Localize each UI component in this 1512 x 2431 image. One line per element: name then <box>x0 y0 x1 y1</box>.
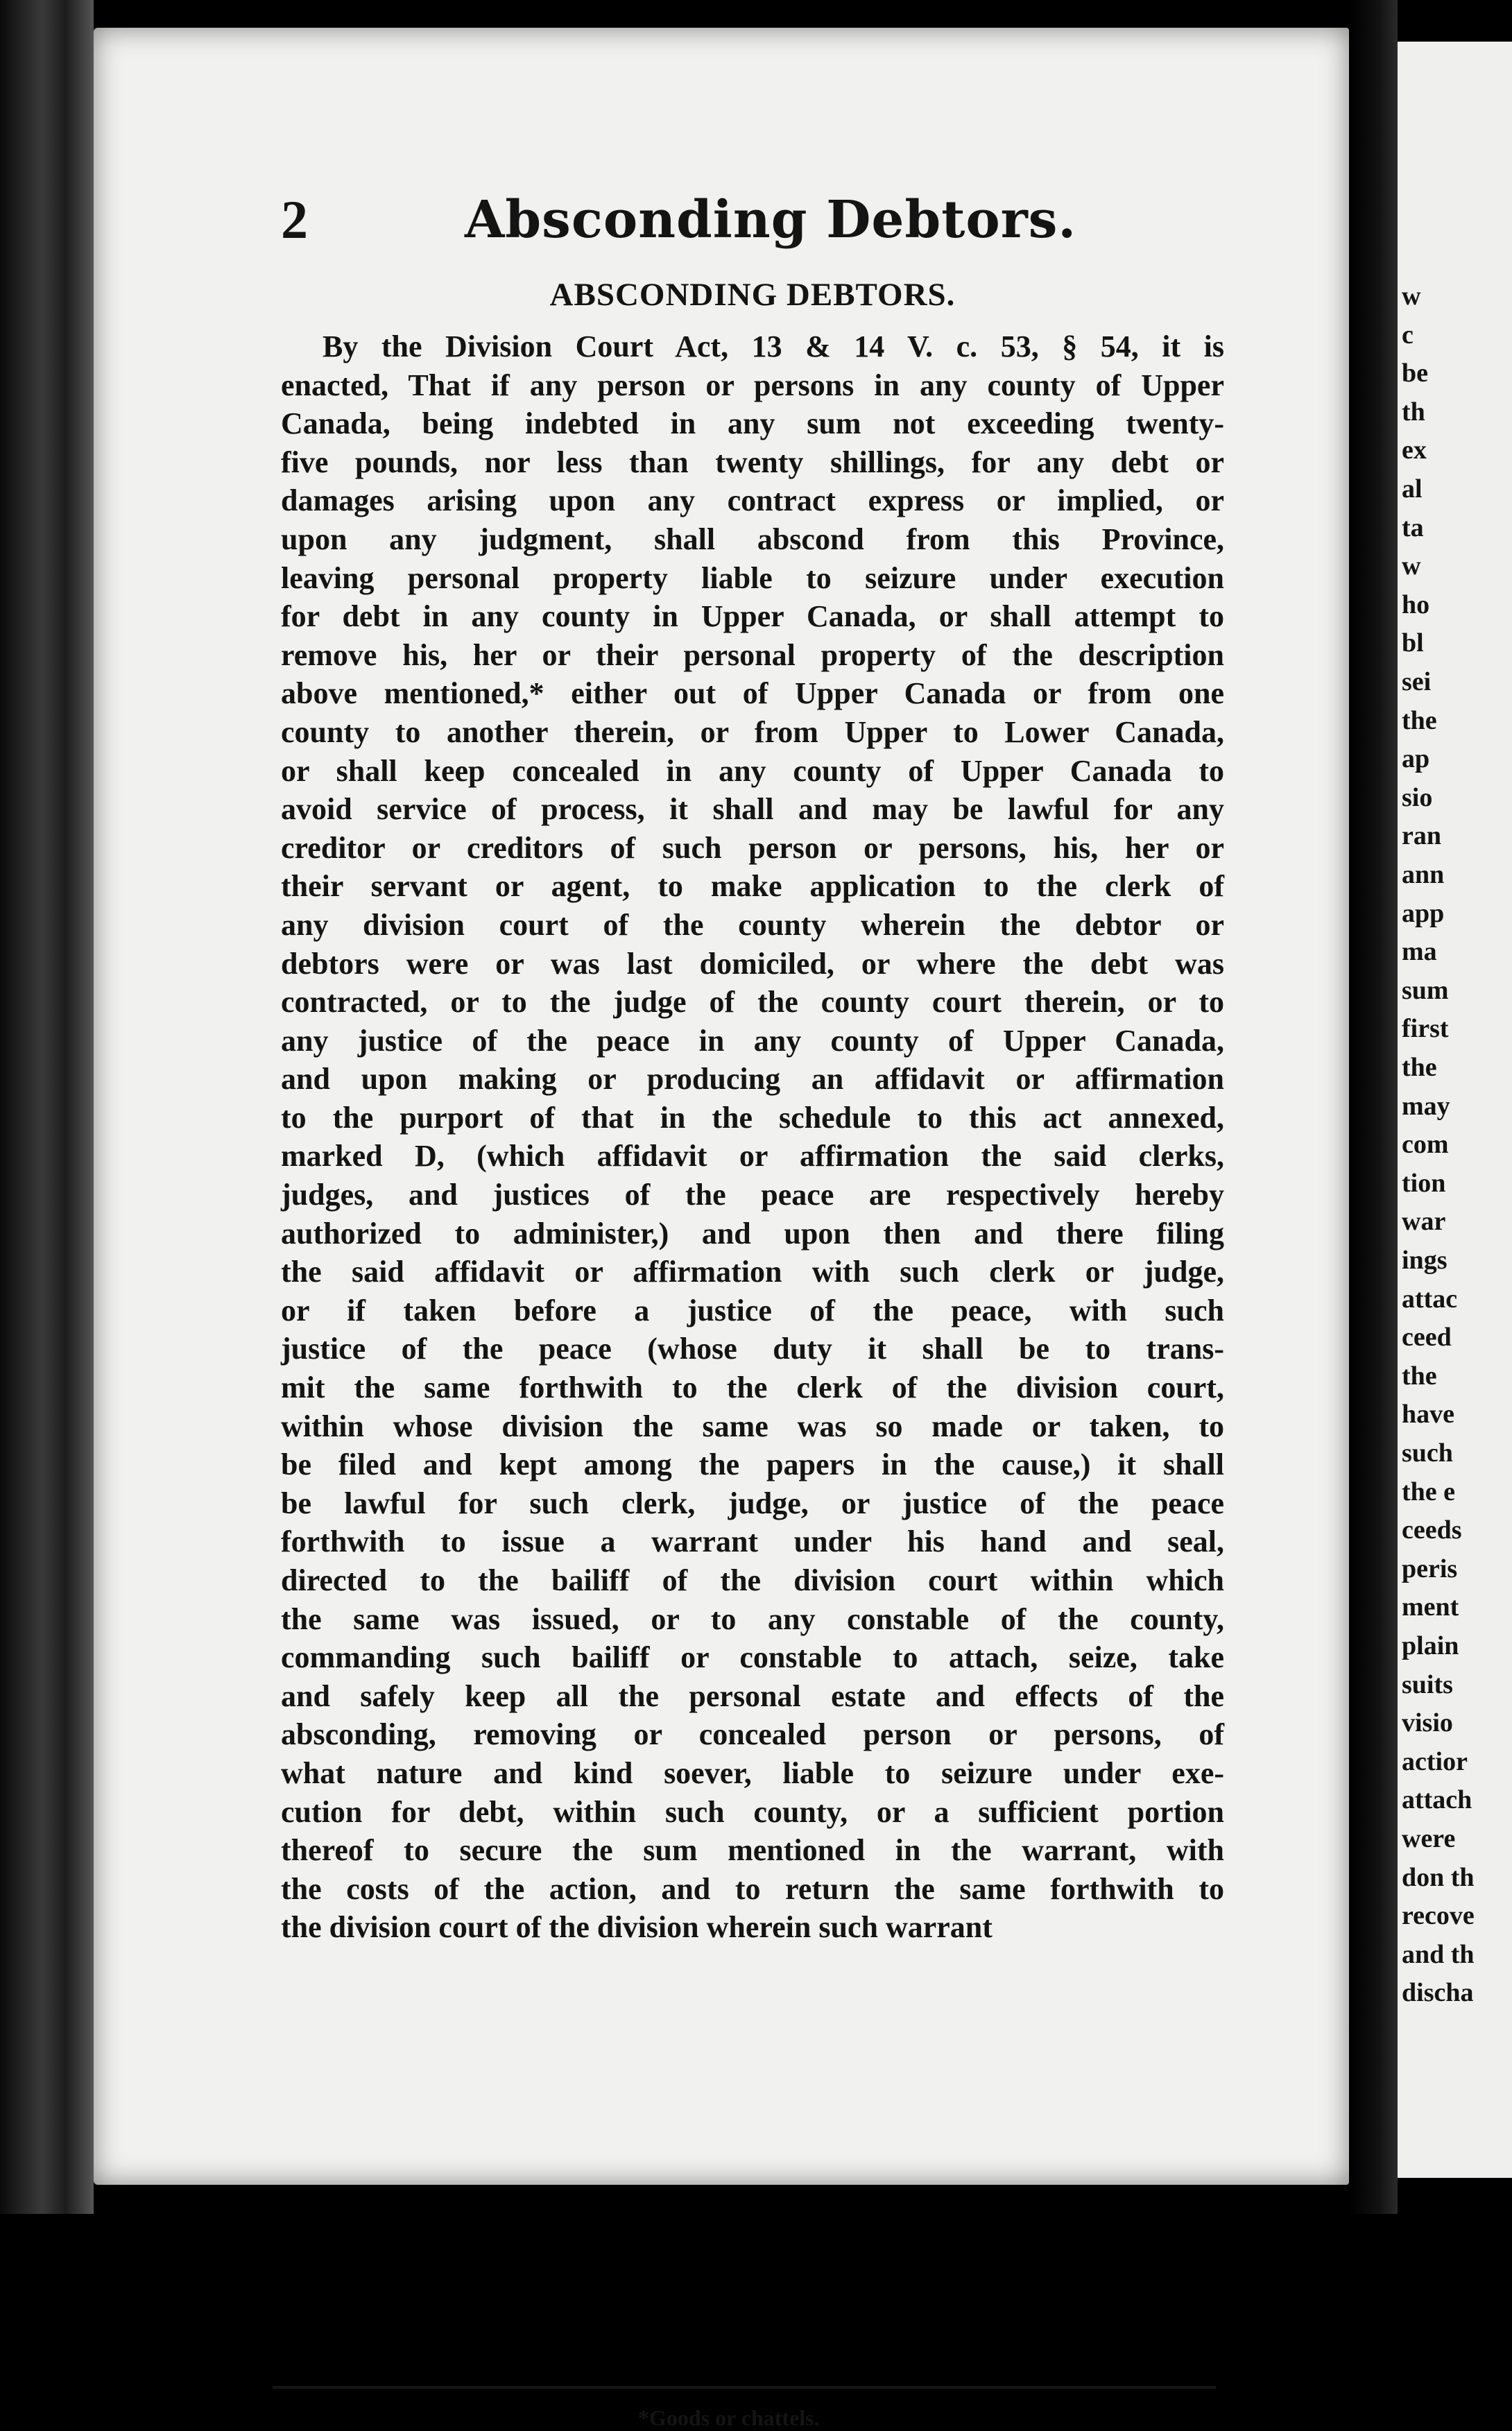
text-line: or shall keep concealed in any county of Upper Canada to <box>281 753 1224 788</box>
facing-page-text-fragment: attac <box>1402 1284 1458 1314</box>
facing-page-text-fragment: and th <box>1402 1939 1475 1969</box>
facing-page-text-fragment: c <box>1402 320 1414 350</box>
facing-page-text-fragment: don th <box>1402 1862 1475 1892</box>
book-gutter <box>1349 0 1398 2214</box>
section-title: ABSCONDING DEBTORS. <box>549 277 956 313</box>
page-header <box>281 189 1224 251</box>
text-line: commanding such bailiff or constable to attach, seize, take <box>281 1640 1224 1675</box>
text-line: or if taken before a justice of the peace, with such <box>281 1293 1224 1328</box>
facing-page-text-fragment: ings <box>1402 1246 1447 1275</box>
facing-page-text-fragment: attach <box>1402 1785 1472 1815</box>
text-line: what nature and kind soever, liable to seizure under exe- <box>281 1755 1224 1790</box>
facing-page-fragment <box>1398 42 1512 2178</box>
text-line: authorized to administer,) and upon then and there filing <box>281 1216 1224 1251</box>
text-line: upon any judgment, shall abscond from this Province, <box>281 522 1224 556</box>
facing-page-text-fragment: bl <box>1402 628 1424 658</box>
facing-page-text-fragment: al <box>1402 474 1423 504</box>
text-line: avoid service of process, it shall and may be lawful for any <box>281 792 1224 827</box>
facing-page-text-fragment: suits <box>1402 1669 1453 1699</box>
facing-page-text-fragment: discha <box>1402 1978 1474 2008</box>
facing-page-text-fragment: plain <box>1402 1631 1459 1660</box>
text-line: and upon making or producing an affidavit or affirmation <box>281 1062 1224 1097</box>
text-line: any justice of the peace in any county of Upper Canada, <box>281 1023 1224 1058</box>
facing-page-text-fragment: ceed <box>1402 1323 1452 1352</box>
text-line: justice of the peace (whose duty it shall be to trans- <box>281 1332 1224 1366</box>
running-head: Absconding Debtors. <box>465 190 1077 250</box>
text-line: Canada, being indebted in any sum not exceeding twenty- <box>281 406 1224 441</box>
facing-page-text-fragment: ment <box>1402 1592 1459 1622</box>
facing-page-text-fragment: such <box>1402 1438 1453 1468</box>
text-line: enacted, That if any person or persons in any county of Upper <box>281 368 1224 402</box>
facing-page-text-fragment: were <box>1402 1824 1456 1853</box>
text-line: creditor or creditors of such person or persons, his, her or <box>281 830 1224 865</box>
facing-page-text-fragment: sum <box>1402 975 1449 1005</box>
body-text <box>281 327 1224 1947</box>
scan-left-edge <box>0 0 94 2214</box>
text-line: to the purport of that in the schedule to this act annexed, <box>281 1100 1224 1135</box>
facing-page-text-fragment: first <box>1402 1014 1449 1044</box>
text-line: the division court of the division wherein such warrant <box>281 1910 993 1945</box>
footnote-rule <box>273 2386 1216 2389</box>
facing-page-text-fragment: be <box>1402 359 1428 388</box>
facing-page-text-fragment: actior <box>1402 1746 1468 1776</box>
text-line: any division court of the county wherein the debtor or <box>281 907 1224 942</box>
text-line: leaving personal property liable to seizure under execution <box>281 560 1224 595</box>
facing-page-text-fragment: war <box>1402 1207 1446 1237</box>
facing-page-text-fragment: sei <box>1402 667 1432 696</box>
text-line: mit the same forthwith to the clerk of the division court, <box>281 1371 1224 1405</box>
facing-page-text-fragment: ran <box>1402 821 1441 851</box>
text-line: the said affidavit or affirmation with such clerk or judge, <box>281 1255 1224 1289</box>
text-line: marked D, (which affidavit or affirmation the said clerks, <box>281 1139 1224 1174</box>
facing-page-text-fragment: the e <box>1402 1477 1456 1506</box>
text-line: within whose division the same was so made or taken, to <box>281 1409 1224 1443</box>
text-line: contracted, or to the judge of the county court therein, or to <box>281 985 1224 1020</box>
facing-page-text-fragment: tion <box>1402 1168 1446 1198</box>
text-line: five pounds, nor less than twenty shillings, for any debt or <box>281 445 1224 479</box>
facing-page-text-fragment: the <box>1402 705 1437 735</box>
facing-page-text-fragment: peris <box>1402 1554 1458 1583</box>
text-line: county to another therein, or from Upper to Lower Canada, <box>281 714 1224 749</box>
text-line: the costs of the action, and to return the same forthwith to <box>281 1871 1224 1906</box>
facing-page-text-fragment: the <box>1402 1361 1437 1391</box>
facing-page-text-fragment: ann <box>1402 860 1445 889</box>
text-line: judges, and justices of the peace are respectively hereby <box>281 1178 1224 1212</box>
text-line: be filed and kept among the papers in the cause,) it shall <box>281 1448 1224 1482</box>
facing-page-text-fragment: visio <box>1402 1708 1453 1738</box>
facing-page-text-fragment: ho <box>1402 590 1430 619</box>
text-line: debtors were or was last domiciled, or where the debt was <box>281 946 1224 981</box>
facing-page-text-fragment: ma <box>1402 937 1437 967</box>
text-line: remove his, her or their personal property of the description <box>281 637 1224 672</box>
text-line: and safely keep all the personal estate and effects of the <box>281 1678 1224 1713</box>
facing-page-text-fragment: app <box>1402 898 1445 928</box>
facing-page-text-fragment: recove <box>1402 1901 1475 1931</box>
facing-page-text-fragment: w <box>1402 282 1421 311</box>
facing-page-text-fragment: ex <box>1402 436 1427 465</box>
text-line: thereof to secure the sum mentioned in the warrant, with <box>281 1833 1224 1868</box>
text-line: absconding, removing or concealed person or persons, of <box>281 1717 1224 1752</box>
facing-page-text-fragment: ta <box>1402 513 1424 542</box>
text-line: be lawful for such clerk, judge, or justice of the peace <box>281 1486 1224 1520</box>
text-line: forthwith to issue a warrant under his hand and seal, <box>281 1524 1224 1559</box>
text-line: for debt in any county in Upper Canada, or shall attempt to <box>281 599 1224 634</box>
facing-page-text-fragment: ap <box>1402 744 1430 774</box>
facing-page-text-fragment: sio <box>1402 782 1433 812</box>
facing-page-text-fragment: com <box>1402 1130 1449 1160</box>
facing-page-text-fragment: have <box>1402 1400 1454 1429</box>
text-line: damages arising upon any contract express or implied, or <box>281 483 1224 518</box>
text-line: above mentioned,* either out of Upper Canada or from one <box>281 676 1224 711</box>
footnote: *Goods or chattels. <box>638 2405 820 2430</box>
facing-page-text-fragment: w <box>1402 551 1421 581</box>
facing-page-text-fragment: th <box>1402 397 1425 427</box>
facing-page-text-fragment: may <box>1402 1091 1450 1121</box>
text-line: directed to the bailiff of the division court within which <box>281 1563 1224 1597</box>
facing-page-text-fragment: ceeds <box>1402 1515 1462 1545</box>
text-line: the same was issued, or to any constable of the county, <box>281 1601 1224 1636</box>
text-line: By the Division Court Act, 13 & 14 V. c. 53, § 54, it is <box>323 329 1224 363</box>
page-number: 2 <box>281 189 308 250</box>
text-line: their servant or agent, to make application to the clerk of <box>281 869 1224 904</box>
facing-page-text-fragment: the <box>1402 1053 1437 1082</box>
text-line: cution for debt, within such county, or a sufficient portion <box>281 1794 1224 1829</box>
